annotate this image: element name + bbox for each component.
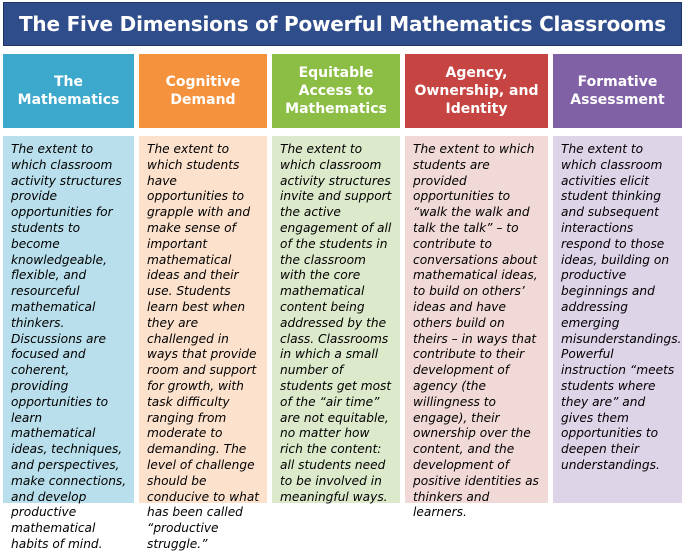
column-heading: Equitable Access to Mathematics bbox=[272, 54, 400, 128]
column-description: The extent to which classroom activities elicit student thinking and subsequent interactions respond to those ideas, building on productive beginnings and addressing emerging misunderstandings. Powerful instruction “meets students where they are” and gives them opportunities to deepen their understandings. bbox=[553, 136, 682, 503]
column-heading: The Mathematics bbox=[3, 54, 134, 128]
column-agency-ownership-identity bbox=[405, 54, 548, 520]
column-heading: Formative Assessment bbox=[553, 54, 682, 128]
column-description: The extent to which students are provided opportunities to “walk the walk and talk the talk” – to contribute to conversations about mathematical ideas, to build on others’ ideas and have others build on theirs – in ways that contribute to their development of agency (the willingness to engage), their ownership over the content, and the development of positive identities as thinkers and learners. bbox=[405, 136, 548, 503]
column-heading: Agency, Ownership, and Identity bbox=[405, 54, 548, 128]
column-description: The extent to which classroom activity structures invite and support the active engagement of all of the students in the classroom with the core mathematical content being addressed by the class. Classrooms in which a small number of students get most of the “air time” are not equitable, no matter how rich the content: all students need to be involved in meaningful ways. bbox=[272, 136, 400, 503]
column-description: The extent to which students have opportunities to grapple with and make sense of important mathematical ideas and their use. Students learn best when they are challenged in ways that provide room and support for growth, with task difficulty ranging from moderate to demanding. The level of challenge should be conducive to what has been called “productive struggle.” bbox=[139, 136, 267, 503]
page-title: The Five Dimensions of Powerful Mathematics Classrooms bbox=[3, 2, 682, 46]
column-description: The extent to which classroom activity structures provide opportunities for students to become knowledgeable, flexible, and resourceful mathematical thinkers. Discussions are focused and coherent, providing opportunities to learn mathematical ideas, techniques, and perspectives, make connections, and develop productive mathematical habits of mind. bbox=[3, 136, 134, 503]
column-equitable-access bbox=[272, 54, 400, 503]
column-the-mathematics bbox=[3, 54, 134, 551]
column-formative-assessment bbox=[553, 54, 682, 503]
column-heading: Cognitive Demand bbox=[139, 54, 267, 128]
column-cognitive-demand bbox=[139, 54, 267, 551]
